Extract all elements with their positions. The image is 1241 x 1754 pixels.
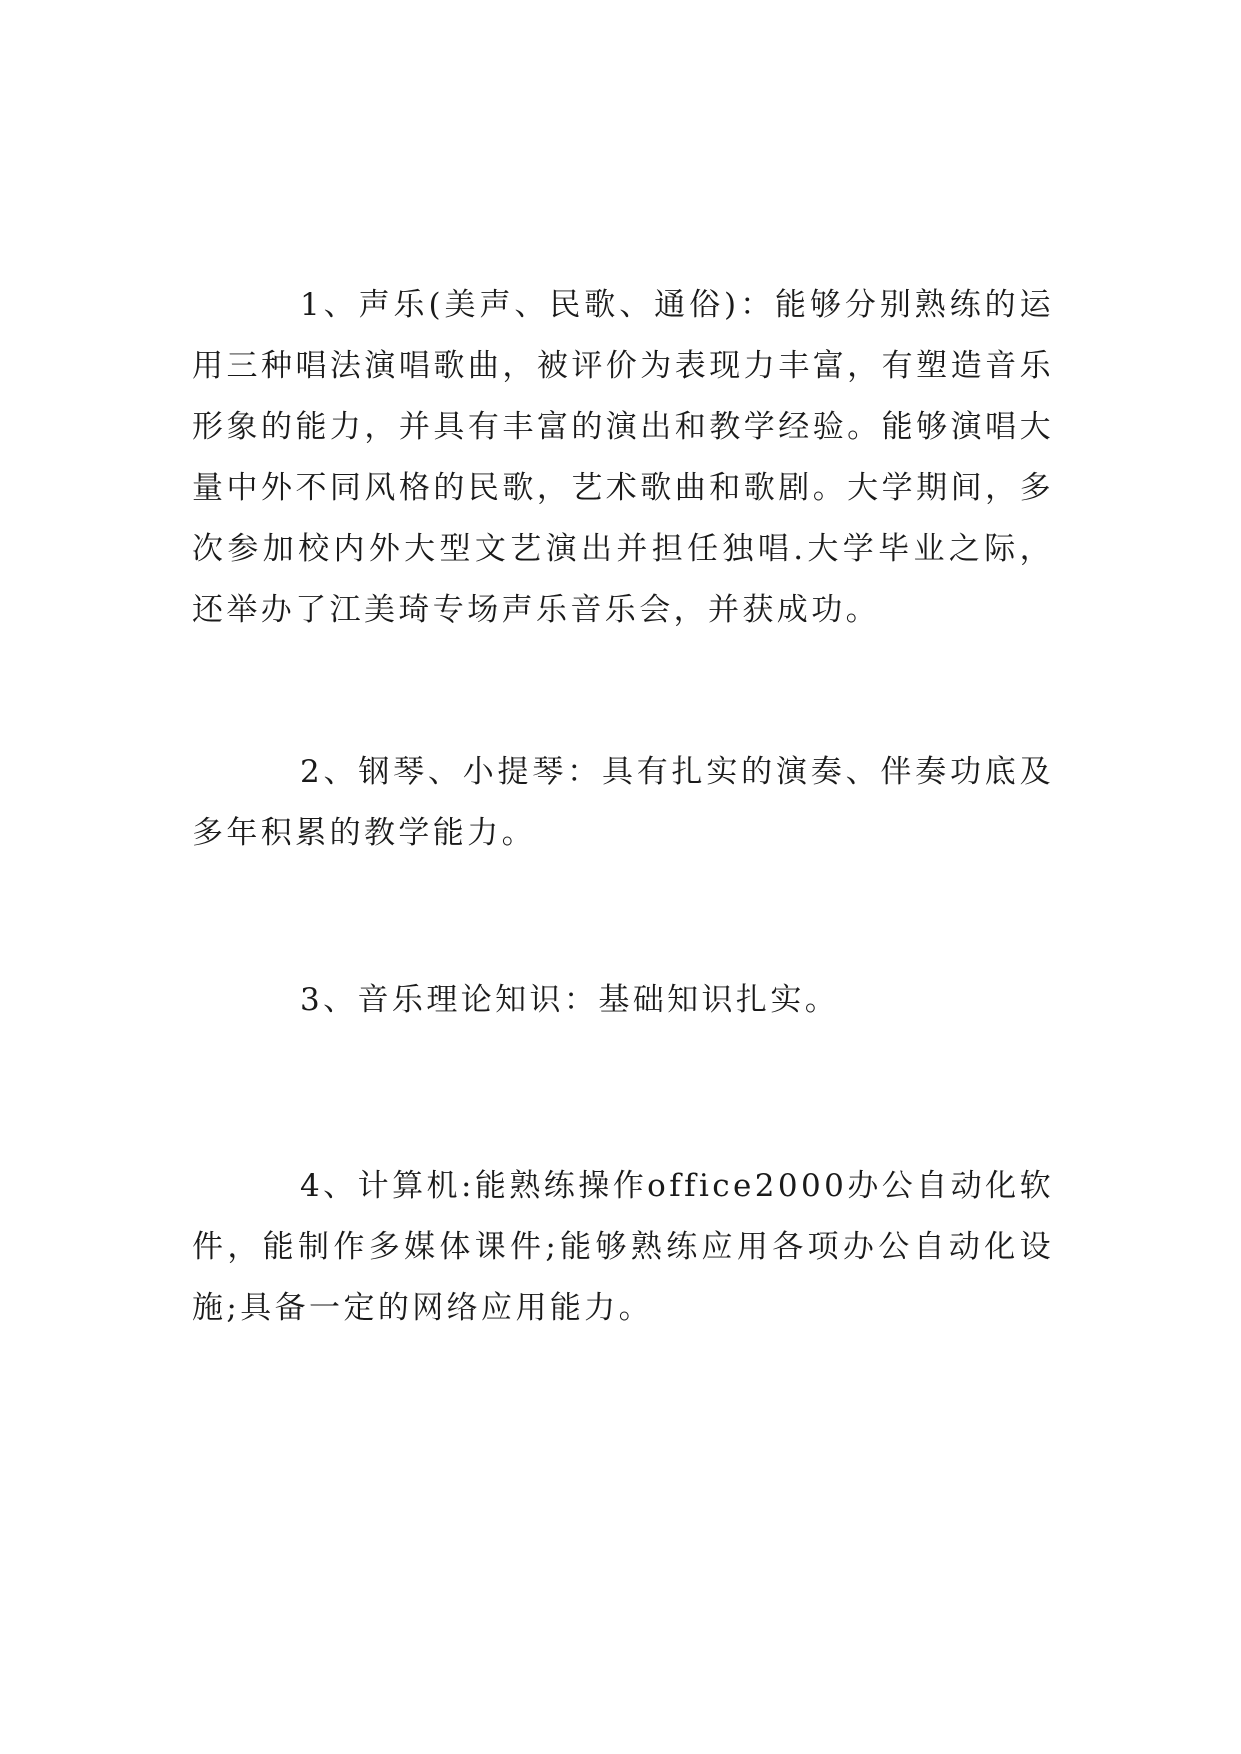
paragraph-computer-skills: 4、计算机:能熟练操作office2000办公自动化软件，能制作多媒体课件;能够熟练应用各项办公自动化设施;具备一定的网络应用能力。 [192, 1168, 1054, 1326]
paragraph-piano-violin: 2、钢琴、小提琴：具有扎实的演奏、伴奏功底及多年积累的教学能力。 [192, 754, 1054, 851]
paragraph-vocal-music: 1、声乐(美声、民歌、通俗)：能够分别熟练的运用三种唱法演唱歌曲，被评价为表现力丰富，有塑造音乐形象的能力，并具有丰富的演出和教学经验。能够演唱大量中外不同风格的民歌，艺术歌曲和歌剧。大学期间，多次参加校内外大型文艺演出并担任独唱.大学毕业之际，还举办了江美琦专场声乐音乐会，并获成功。 [192, 287, 1054, 628]
paragraph-music-theory: 3、音乐理论知识：基础知识扎实。 [300, 982, 840, 1018]
